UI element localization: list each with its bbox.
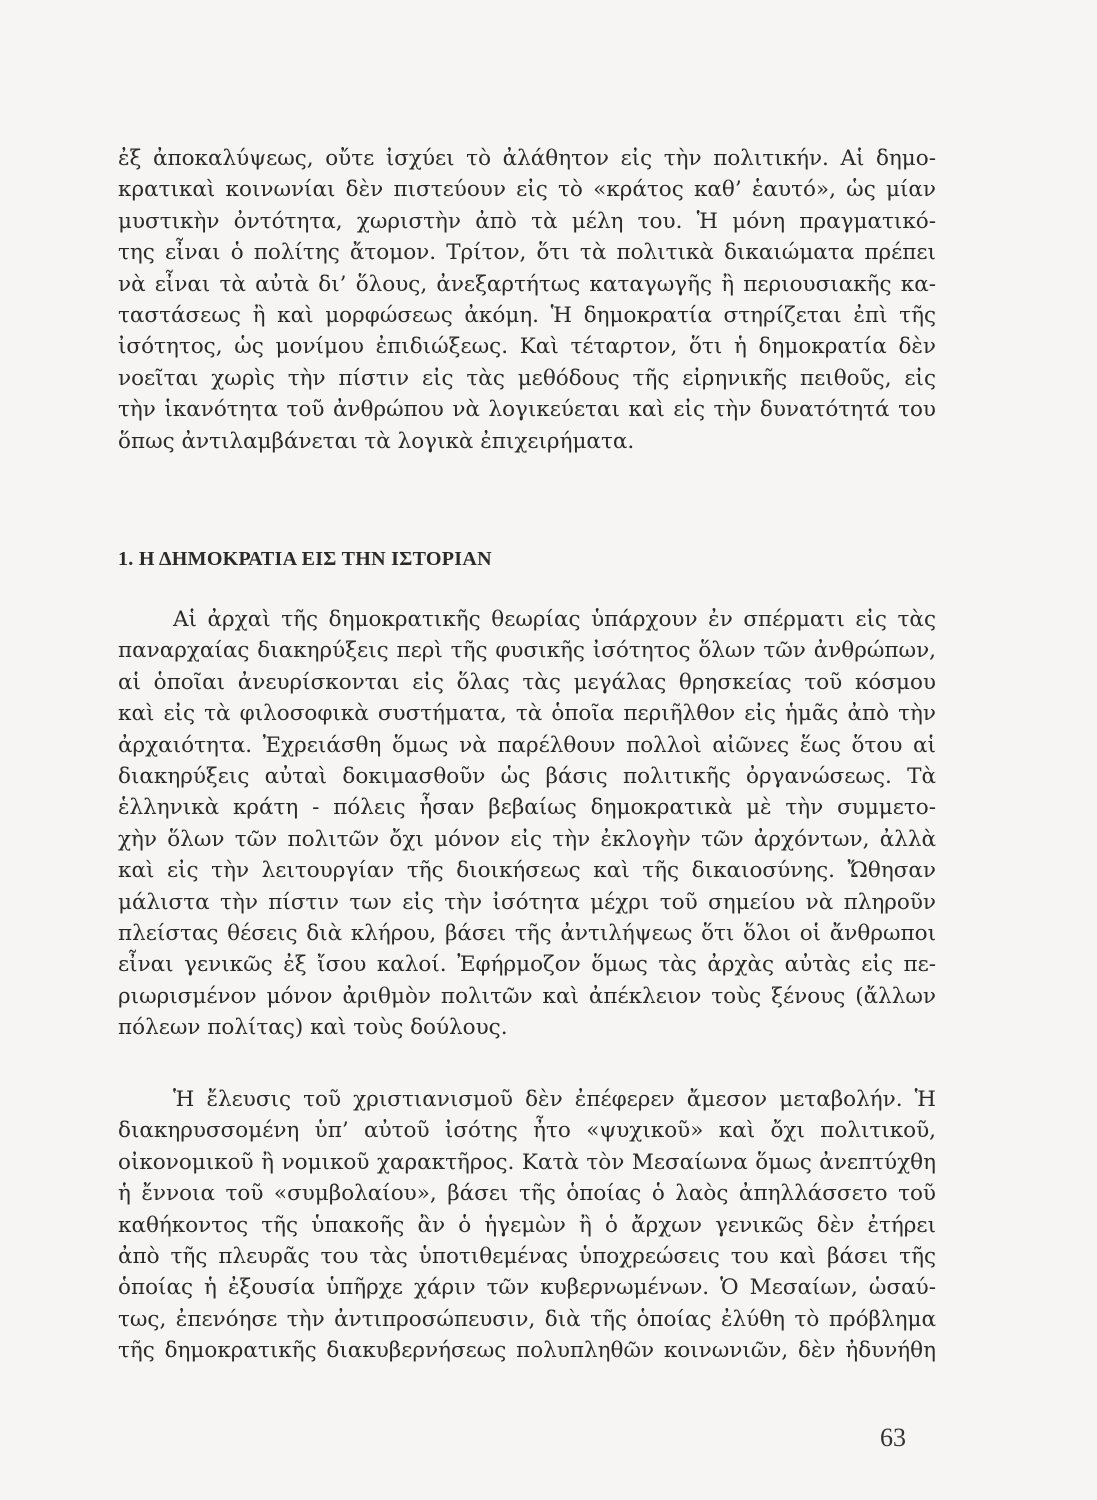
text-line: ριωρισμένον μόνον ἀριθμὸν πολιτῶν καὶ ἀπέκλειον τοὺς ξένους (ἄλλων (118, 983, 936, 1009)
text-line: χὴν ὅλων τῶν πολιτῶν ὄχι μόνον εἰς τὴν ἐκλογὴν τῶν ἀρχόντων, ἀλλὰ (118, 826, 936, 852)
text-line: ἀπὸ τῆς πλευρᾶς του τὰς ὑποτιθεμένας ὑποχρεώσεις του καὶ βάσει τῆς (118, 1243, 936, 1269)
paragraph-three (118, 1084, 936, 1367)
text-line: νὰ εἶναι τὰ αὐτὰ δι’ ὅλους, ἀνεξαρτήτως καταγωγῆς ἢ περιουσιακῆς κα- (118, 271, 936, 297)
text-line: καὶ εἰς τὴν λειτουργίαν τῆς διοικήσεως καὶ τῆς δικαιοσύνης. Ὤθησαν (118, 858, 936, 884)
text-line: ἀρχαιότητα. Ἐχρειάσθη ὅμως νὰ παρέλθουν πολλοὶ αἰῶνες ἕως ὅτου αἱ (118, 732, 936, 758)
text-line: οἰκονομικοῦ ἢ νομικοῦ χαρακτῆρος. Κατὰ τὸν Μεσαίωνα ὅμως ἀνεπτύχθη (118, 1149, 936, 1175)
text-line: διακηρύξεις αὐταὶ δοκιμασθοῦν ὡς βάσις πολιτικῆς ὀργανώσεως. Τὰ (118, 763, 936, 789)
text-line: τὴν ἱκανότητα τοῦ ἀνθρώπου νὰ λογικεύεται καὶ εἰς τὴν δυνατότητά του (118, 397, 936, 423)
page-number: 63 (880, 1423, 906, 1452)
text-line: αἱ ὁποῖαι ἀνευρίσκονται εἰς ὅλας τὰς μεγάλας θρησκείας τοῦ κόσμου (118, 669, 936, 695)
text-line: της εἶναι ὁ πολίτης ἄτομον. Τρίτον, ὅτι τὰ πολιτικὰ δικαιώματα πρέπει (118, 240, 936, 266)
text-line: ἐξ ἀποκαλύψεως, οὔτε ἰσχύει τὸ ἀλάθητον εἰς τὴν πολιτικήν. Αἱ δημο- (118, 146, 936, 171)
text-line: καὶ εἰς τὰ φιλοσοφικὰ συστήματα, τὰ ὁποῖα περιῆλθον εἰς ἡμᾶς ἀπὸ τὴν (118, 701, 936, 727)
text-line: ταστάσεως ἢ καὶ μορφώσεως ἀκόμη. Ἡ δημοκρατία στηρίζεται ἐπὶ τῆς (118, 302, 936, 328)
text-line: διακηρυσσομένη ὑπ’ αὐτοῦ ἰσότης ἦτο «ψυχικοῦ» καὶ ὄχι πολιτικοῦ, (118, 1118, 936, 1144)
paragraph-two (118, 604, 936, 1043)
paragraph-top (118, 143, 936, 457)
text-line: κρατικαὶ κοινωνίαι δὲν πιστεύουν εἰς τὸ «κράτος καθ’ ἑαυτό», ὡς μίαν (118, 177, 936, 203)
text-line: ἰσότητος, ὡς μονίμου ἐπιδιώξεως. Καὶ τέταρτον, ὅτι ἡ δημοκρατία δὲν (118, 334, 936, 360)
text-line: ἑλληνικὰ κράτη - πόλεις ἦσαν βεβαίως δημοκρατικὰ μὲ τὴν συμμετο- (118, 795, 936, 821)
text-line: ὅπως ἀντιλαμβάνεται τὰ λογικὰ ἐπιχειρήματα. (118, 428, 635, 454)
text-line: καθήκοντος τῆς ὑπακοῆς ἂν ὁ ἡγεμὼν ἢ ὁ ἄρχων γενικῶς δὲν ἐτήρει (118, 1212, 936, 1238)
text-line: μυστικὴν ὀντότητα, χωριστὴν ἀπὸ τὰ μέλη του. Ἡ μόνη πραγματικό- (118, 208, 936, 234)
text-line: Αἱ ἀρχαὶ τῆς δημοκρατικῆς θεωρίας ὑπάρχουν ἐν σπέρματι εἰς τὰς (173, 607, 936, 632)
text-line: ἡ ἔννοια τοῦ «συμβολαίου», βάσει τῆς ὁποίας ὁ λαὸς ἀπηλλάσσετο τοῦ (118, 1181, 936, 1207)
text-line: παναρχαίας διακηρύξεις περὶ τῆς φυσικῆς ἰσότητος ὅλων τῶν ἀνθρώπων, (118, 638, 936, 664)
text-line: πόλεων πολίτας) καὶ τοὺς δούλους. (118, 1015, 508, 1041)
text-line: νοεῖται χωρὶς τὴν πίστιν εἰς τὰς μεθόδους τῆς εἰρηνικῆς πειθοῦς, εἰς (118, 365, 936, 391)
text-line: Ἡ ἔλευσις τοῦ χριστιανισμοῦ δὲν ἐπέφερεν ἄμεσον μεταβολήν. Ἡ (173, 1087, 936, 1112)
section-heading: 1. Η ΔΗΜΟΚΡΑΤΙΑ ΕΙΣ ΤΗΝ ΙΣΤΟΡΙΑΝ (118, 548, 492, 570)
text-line: μάλιστα τὴν πίστιν των εἰς τὴν ἰσότητα μέχρι τοῦ σημείου νὰ πληροῦν (118, 889, 936, 915)
text-line: πλείστας θέσεις διὰ κλήρου, βάσει τῆς ἀντιλήψεως ὅτι ὅλοι οἱ ἄνθρωποι (118, 920, 936, 946)
text-line: ὁποίας ἡ ἐξουσία ὑπῆρχε χάριν τῶν κυβερνωμένων. Ὁ Μεσαίων, ὡσαύ- (118, 1275, 936, 1301)
text-line: τως, ἐπενόησε τὴν ἀντιπροσώπευσιν, διὰ τῆς ὁποίας ἐλύθη τὸ πρόβλημα (118, 1306, 936, 1332)
text-line: εἶναι γενικῶς ἐξ ἴσου καλοί. Ἐφήρμοζον ὅμως τὰς ἀρχὰς αὐτὰς εἰς πε- (118, 952, 936, 978)
text-line: τῆς δημοκρατικῆς διακυβερνήσεως πολυπληθῶν κοινωνιῶν, δὲν ἠδυνήθη (118, 1338, 936, 1364)
